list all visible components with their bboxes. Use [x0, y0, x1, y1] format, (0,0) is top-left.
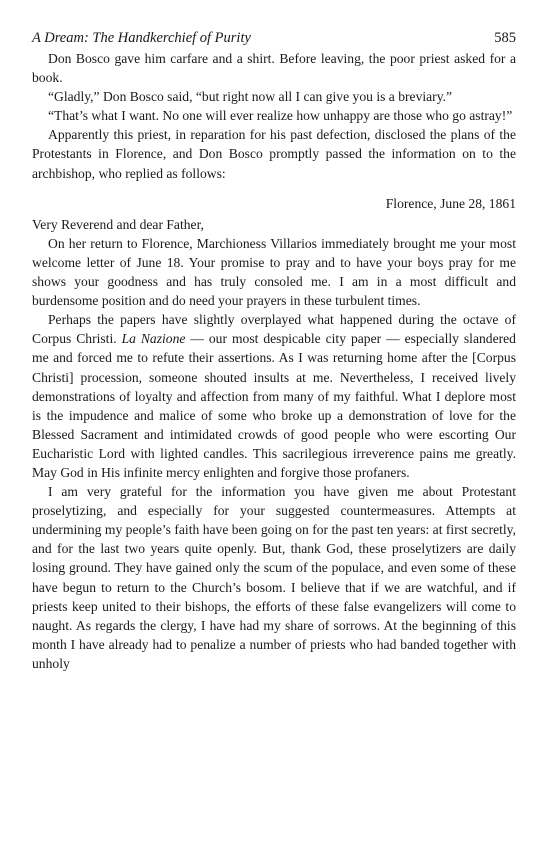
- letter-paragraph-grateful: I am very grateful for the information you have given me about Protestant proselytizing, and especially for your suggested countermeasures. Attempts at undermining my people’s faith have been going on for the past ten years: at first secretly, and for the last two years quite openly. But, thank God, these proselytizers are daily losing ground. They have gained only the scum of the populace, and even some of these have begun to return to the Church’s bosom. I believe that if we are watchful, and if priests keep united to their bishops, the efforts of these false evangelizers will come to naught. As regards the clergy, I have had my share of sorrows. At the beginning of this month I have already had to penalize a number of priests who had banded together with unholy: [32, 484, 516, 671]
- running-title: A Dream: The Handkerchief of Purity: [32, 30, 251, 46]
- letter-dateline: Florence, June 28, 1861: [385, 195, 516, 211]
- paragraph-gladly: “Gladly,” Don Bosco said, “but right now all I can give you is a breviary.”: [48, 89, 453, 105]
- letter-paragraph-papers-start: Perhaps the papers have slightly overplayed what happened during the octave of Corpus Christi.: [32, 312, 516, 347]
- letter-paragraph-return: On her return to Florence, Marchioness Villarios immediately brought me your most welcome letter of June 18. Your promise to pray and to have your boys pray for me shows your goodness and has truly consoled me. I am in a most difficult and burdensome position and do need your prayers in these turbulent times.: [32, 235, 516, 309]
- letter-salutation: Very Reverend and dear Father,: [32, 216, 204, 232]
- letter-paragraph-papers: [32, 310, 516, 482]
- running-header: [32, 30, 516, 50]
- newspaper-title: La Nazione: [121, 331, 186, 347]
- page-body: [32, 49, 516, 673]
- archbishop-letter: [32, 194, 516, 673]
- page-number: 585: [494, 30, 516, 46]
- paragraph-astray: “That’s what I want. No one will ever realize how unhappy are those who go astray!”: [48, 108, 513, 124]
- letter-paragraph-papers-rest: — our most despicable city paper — especially slandered me and forced me to refute their assertions. As I was returning home after the [Corpus Christi] procession, someone shouted insults at me. Nevertheless, I received lively demonstrations of loyalty and affection from many of my faithful. What I deplore most is the impudence and malice of some who broke up a demonstration of love for the Blessed Sacrament and intimidated crowds of good people who were escorting Our Eucharistic Lord with lighted candles. This sacrilegious irreverence pains me greatly. May God in His infinite mercy enlighten and forgive those profaners.: [32, 331, 516, 480]
- paragraph-reparation: Apparently this priest, in reparation for his past defection, disclosed the plans of the Protestants in Florence, and Don Bosco promptly passed the information on to the archbishop, who replied as follows:: [32, 127, 516, 181]
- paragraph-carfare: Don Bosco gave him carfare and a shirt. Before leaving, the poor priest asked for a book.: [32, 51, 516, 86]
